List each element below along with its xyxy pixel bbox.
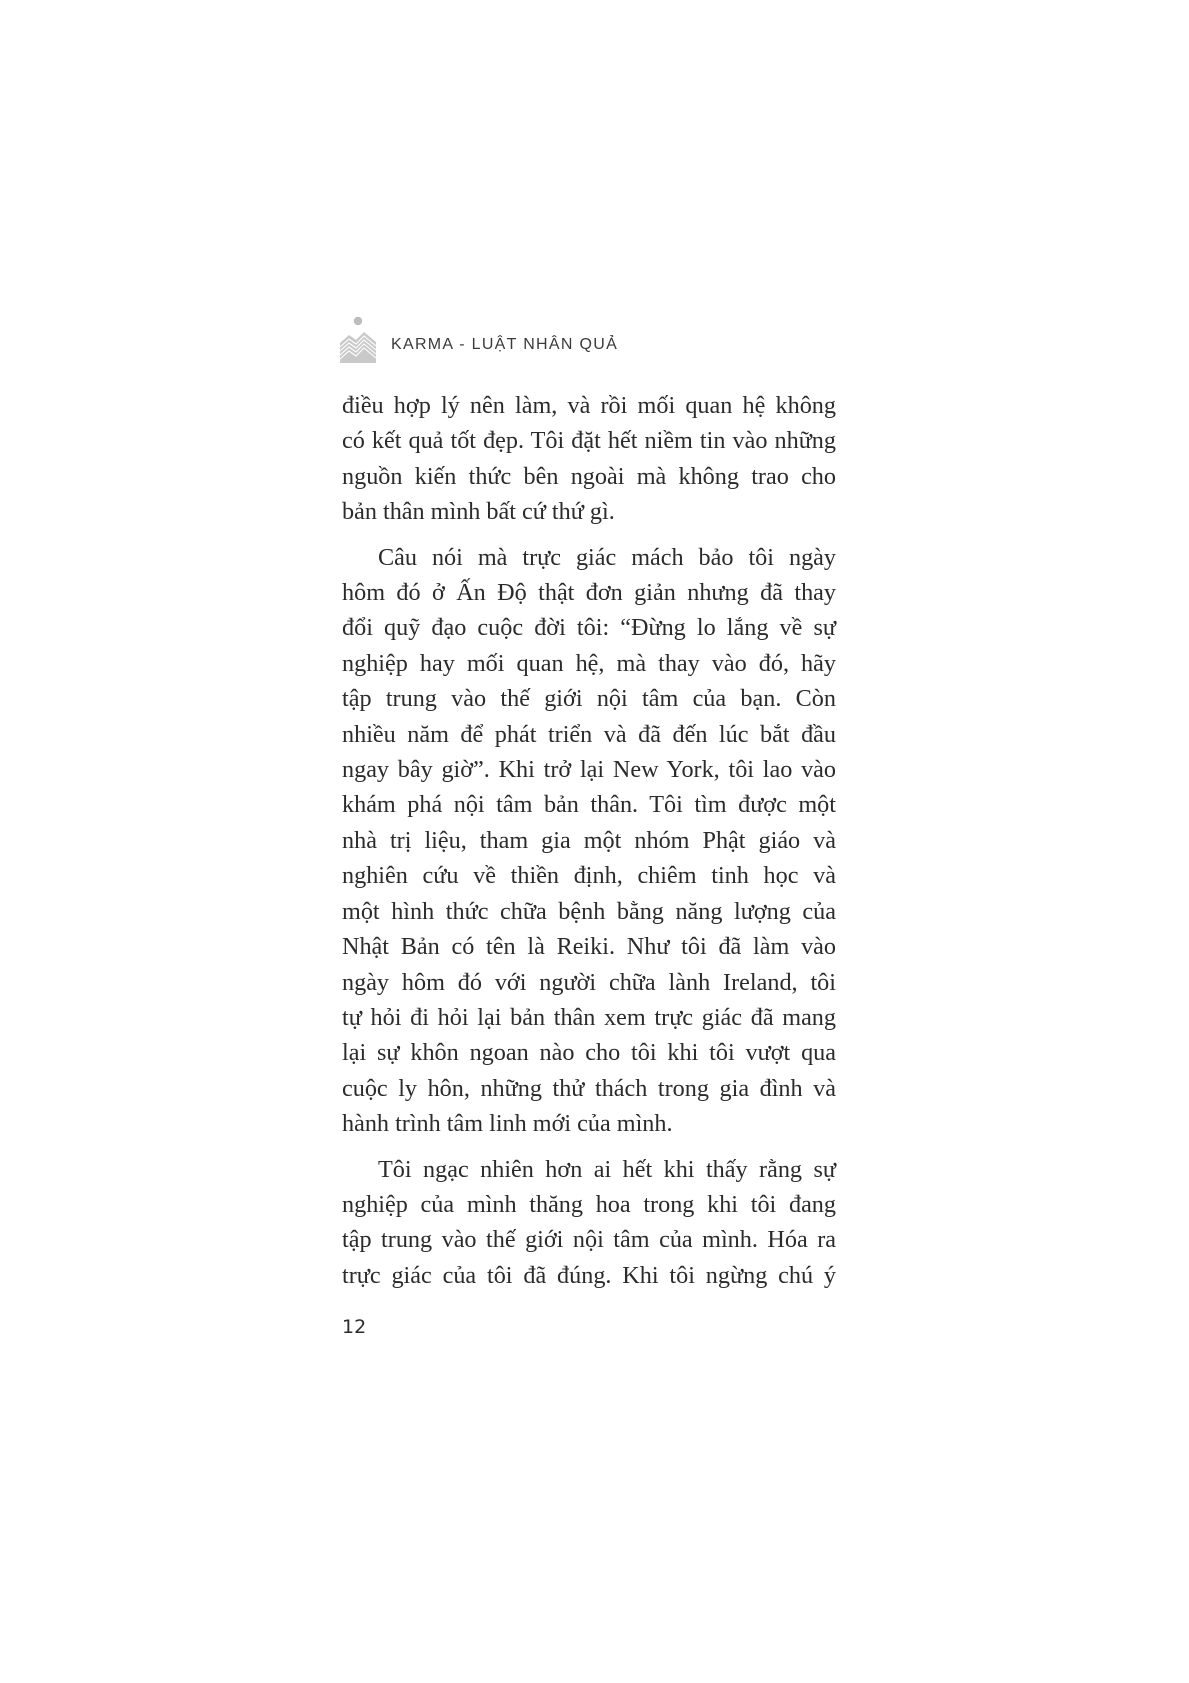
page-number: 12 bbox=[342, 1316, 367, 1338]
body-text bbox=[342, 388, 836, 1293]
text-line: ngay bây giờ”. Khi trở lại New York, tôi lao vào bbox=[342, 756, 836, 784]
text-line: điều hợp lý nên làm, và rồi mối quan hệ không bbox=[342, 392, 836, 419]
text-line: cuộc ly hôn, những thử thách trong gia đình và bbox=[342, 1074, 836, 1102]
text-line: nhà trị liệu, tham gia một nhóm Phật giáo và bbox=[342, 826, 836, 854]
text-line: tập trung vào thế giới nội tâm của bạn. Còn bbox=[342, 685, 836, 713]
text-line: hành trình tâm linh mới của mình. bbox=[342, 1110, 673, 1138]
text-line: nghiên cứu về thiền định, chiêm tinh học và bbox=[342, 862, 836, 890]
running-header bbox=[340, 313, 618, 363]
text-line: khám phá nội tâm bản thân. Tôi tìm được một bbox=[342, 791, 836, 819]
mountain-moon-icon bbox=[340, 313, 376, 363]
text-line: bản thân mình bất cứ thứ gì. bbox=[342, 498, 615, 526]
text-line: nhiều năm để phát triển và đã đến lúc bắt đầu bbox=[342, 720, 836, 748]
paragraph bbox=[342, 388, 836, 530]
text-line: có kết quả tốt đẹp. Tôi đặt hết niềm tin vào những bbox=[342, 427, 836, 455]
text-line: nghiệp của mình thăng hoa trong khi tôi đang bbox=[342, 1190, 836, 1218]
text-line: Câu nói mà trực giác mách bảo tôi ngày bbox=[378, 543, 836, 571]
text-line: một hình thức chữa bệnh bằng năng lượng của bbox=[342, 897, 836, 925]
paragraph bbox=[342, 1152, 836, 1294]
text-line: trực giác của tôi đã đúng. Khi tôi ngừng chú ý bbox=[342, 1261, 836, 1289]
text-line: nguồn kiến thức bên ngoài mà không trao cho bbox=[342, 462, 836, 490]
paragraph bbox=[342, 540, 836, 1142]
text-line: tự hỏi đi hỏi lại bản thân xem trực giác đã mang bbox=[342, 1003, 836, 1031]
text-line: Nhật Bản có tên là Reiki. Như tôi đã làm vào bbox=[342, 933, 836, 961]
text-line: nghiệp hay mối quan hệ, mà thay vào đó, hãy bbox=[342, 649, 836, 677]
running-header-title: KARMA - LUẬT NHÂN QUẢ bbox=[391, 336, 619, 353]
text-line: tập trung vào thế giới nội tâm của mình. Hóa ra bbox=[342, 1226, 836, 1254]
text-line: hôm đó ở Ấn Độ thật đơn giản nhưng đã thay bbox=[342, 579, 836, 607]
text-line: Tôi ngạc nhiên hơn ai hết khi thấy rằng sự bbox=[378, 1155, 836, 1183]
text-line: ngày hôm đó với người chữa lành Ireland, tôi bbox=[342, 968, 836, 996]
text-line: đổi quỹ đạo cuộc đời tôi: “Đừng lo lắng về sự bbox=[342, 614, 836, 642]
text-line: lại sự khôn ngoan nào cho tôi khi tôi vượt qua bbox=[342, 1039, 836, 1067]
